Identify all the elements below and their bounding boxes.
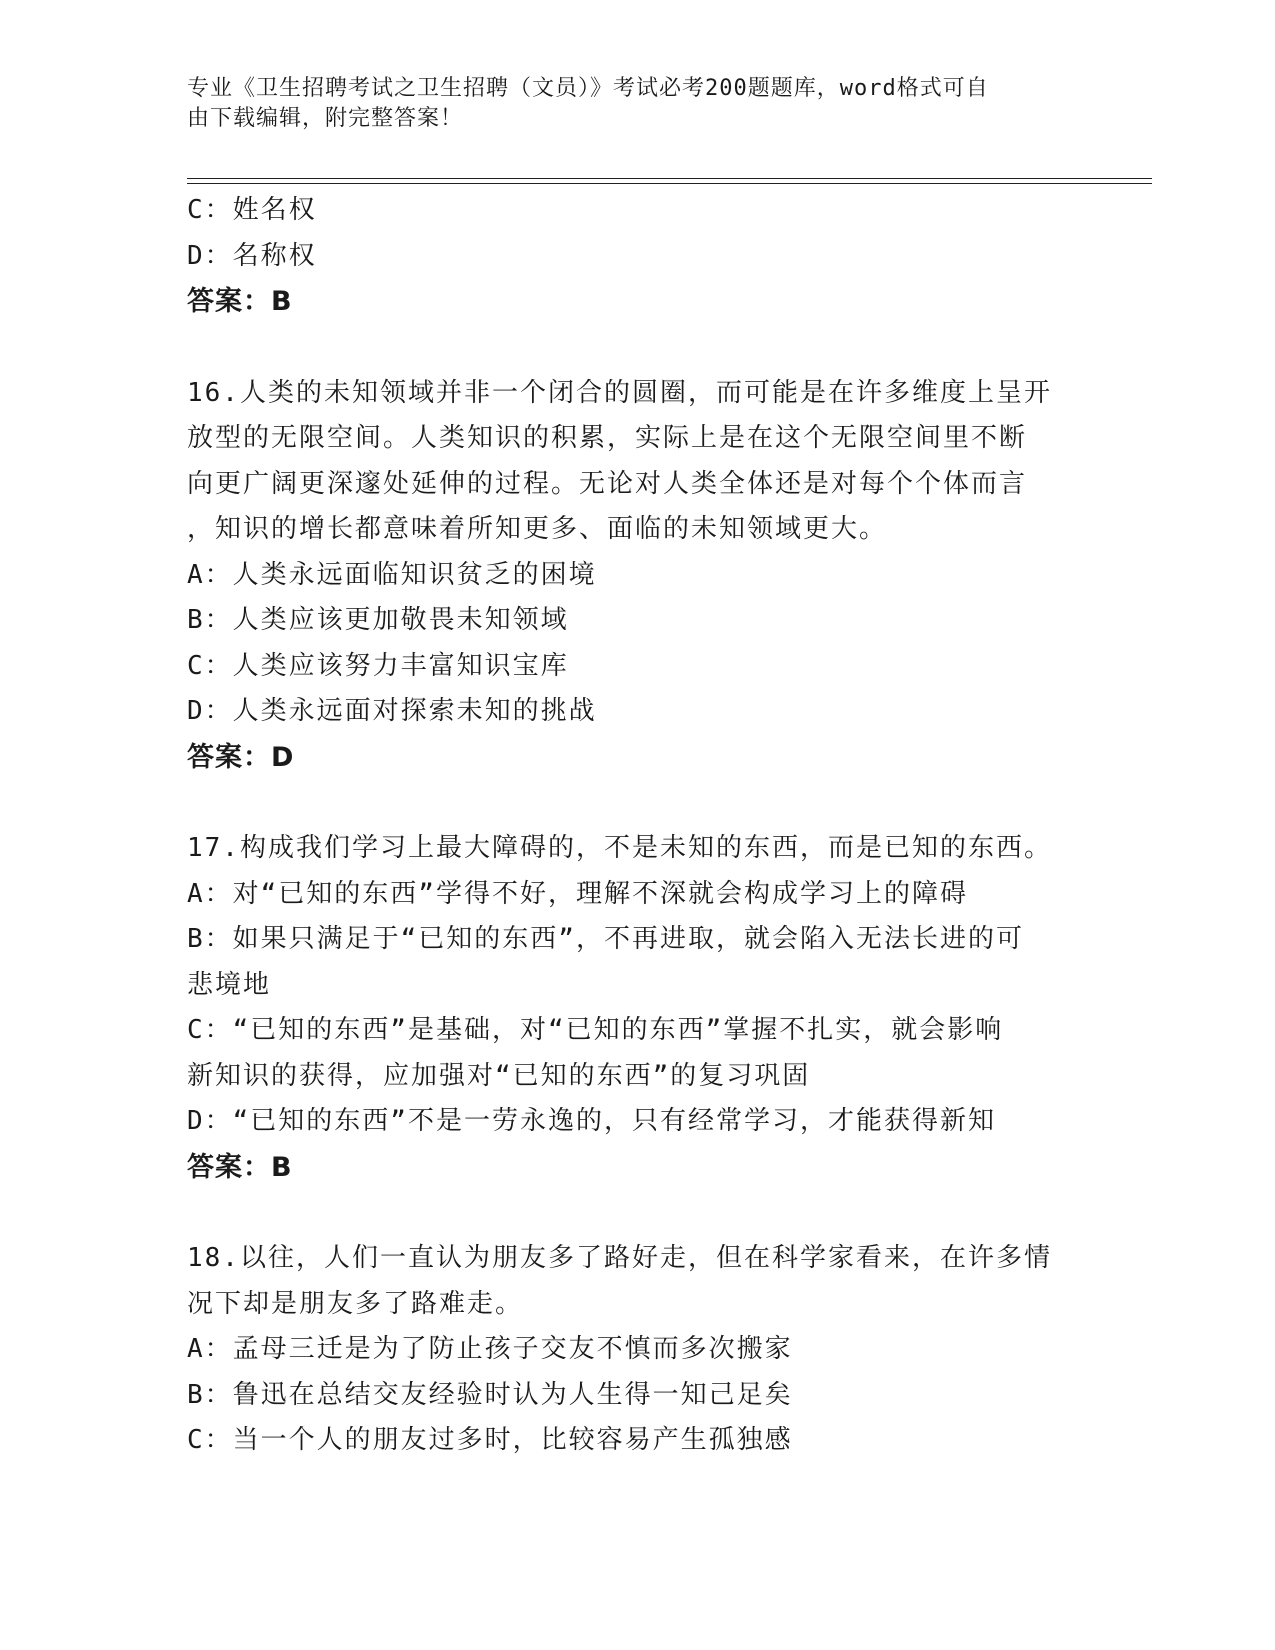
question-content	[187, 188, 1087, 1464]
document-header	[187, 74, 1067, 134]
q16-stem-line-1: 16.人类的未知领域并非一个闭合的圆圈，而可能是在许多维度上呈开	[187, 377, 1052, 408]
header-line-2: 由下载编辑，附完整答案！	[187, 106, 464, 131]
q16-stem-line-2: 放型的无限空间。人类知识的积累，实际上是在这个无限空间里不断	[187, 423, 1028, 453]
header-line-1: 专业《卫生招聘考试之卫生招聘（文员）》考试必考200题题库，word格式可自	[187, 76, 989, 101]
q17-option-a: A：对“已知的东西”学得不好，理解不深就会构成学习上的障碍	[187, 878, 968, 909]
q17-answer: 答案：B	[187, 1151, 293, 1183]
spacer	[187, 1190, 1087, 1236]
q17-stem-line-1: 17.构成我们学习上最大障碍的，不是未知的东西，而是已知的东西。	[187, 833, 1052, 863]
q18-stem-line-1: 18.以往，人们一直认为朋友多了路好走，但在科学家看来，在许多情	[187, 1243, 1052, 1273]
q16-option-c: C：人类应该努力丰富知识宝库	[187, 650, 569, 681]
q17-option-d: D：“已知的东西”不是一劳永逸的，只有经常学习，才能获得新知	[187, 1106, 996, 1136]
q16-option-a: A：人类永远面临知识贫乏的困境	[187, 559, 597, 590]
q16-option-b: B：人类应该更加敬畏未知领域	[187, 605, 569, 635]
q18-option-b: B：鲁迅在总结交友经验时认为人生得一知己足矣	[187, 1379, 793, 1410]
q16-stem-line-3: 向更广阔更深邃处延伸的过程。无论对人类全体还是对每个个体而言	[187, 468, 1028, 499]
header-divider-bottom	[187, 183, 1152, 184]
q17-option-c-line-1: C：“已知的东西”是基础，对“已知的东西”掌握不扎实，就会影响	[187, 1015, 1004, 1045]
q15-answer: 答案：B	[187, 286, 293, 317]
q15-option-c: C：姓名权	[187, 195, 317, 225]
header-divider-top	[187, 178, 1152, 179]
q16-option-d: D：人类永远面对探索未知的挑战	[187, 696, 597, 726]
q17-option-c-line-2: 新知识的获得，应加强对“已知的东西”的复习巩固	[187, 1060, 811, 1091]
q17-option-b-line-2: 悲境地	[187, 969, 272, 1000]
q15-option-d: D：名称权	[187, 240, 317, 271]
q18-stem-line-2: 况下却是朋友多了路难走。	[187, 1288, 524, 1319]
q16-stem-line-4: ，知识的增长都意味着所知更多、面临的未知领域更大。	[187, 514, 888, 544]
spacer	[187, 780, 1087, 826]
spacer	[187, 325, 1087, 371]
q17-option-b-line-1: B：如果只满足于“已知的东西”，不再进取，就会陷入无法长进的可	[187, 924, 1024, 954]
q16-answer: 答案：D	[187, 741, 295, 773]
q18-option-c: C：当一个人的朋友过多时，比较容易产生孤独感	[187, 1425, 793, 1455]
q18-option-a: A：孟母三迁是为了防止孩子交友不慎而多次搬家	[187, 1334, 793, 1364]
